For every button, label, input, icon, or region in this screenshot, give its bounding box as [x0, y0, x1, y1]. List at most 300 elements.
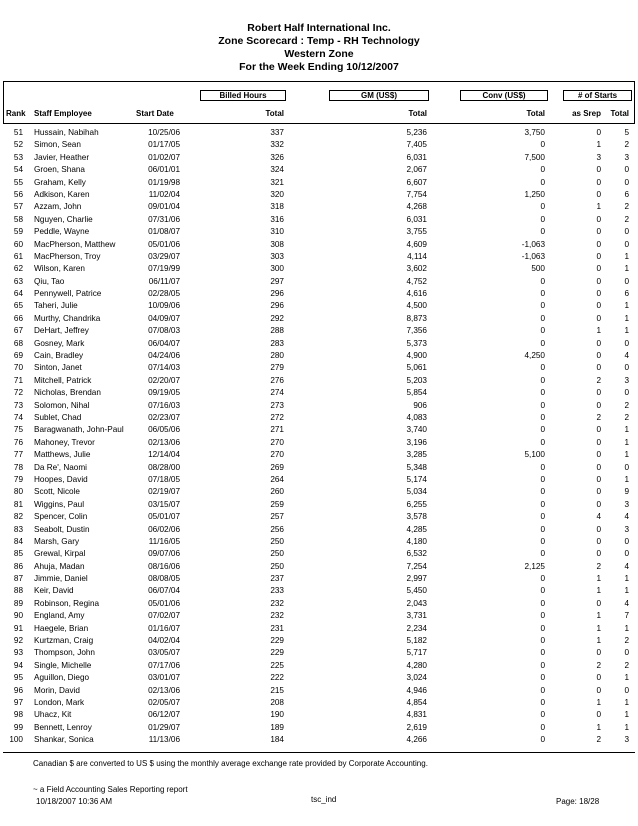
employee-name-cell: Gosney, Mark	[34, 338, 85, 348]
starts-total-cell: 0	[624, 177, 629, 187]
start-date-cell: 04/02/04	[148, 636, 180, 646]
rank-cell: 61	[13, 251, 23, 261]
start-date-cell: 02/19/07	[148, 487, 180, 497]
employee-name-cell: Murthy, Chandrika	[34, 313, 101, 323]
hours-total-column-header: Total	[265, 109, 284, 118]
conv-total-cell: 0	[540, 425, 545, 435]
starts-total-cell: 4	[624, 512, 629, 522]
gm-total-cell: 6,031	[406, 152, 427, 162]
starts-total-cell: 6	[624, 289, 629, 299]
table-row	[0, 561, 638, 573]
rank-cell: 84	[13, 536, 23, 546]
conv-total-cell: 0	[540, 487, 545, 497]
starts-total-cell: 0	[624, 685, 629, 695]
employee-name-cell: Azzam, John	[34, 202, 82, 212]
start-date-cell: 04/09/07	[148, 313, 180, 323]
employee-name-cell: Cain, Bradley	[34, 351, 84, 361]
starts-total-cell: 1	[624, 264, 629, 274]
rank-cell: 78	[13, 462, 23, 472]
table-row	[0, 263, 638, 275]
conv-total-cell: 0	[540, 338, 545, 348]
table-row	[0, 660, 638, 672]
employee-name-cell: Javier, Heather	[34, 152, 90, 162]
starts-as-srep-cell: 2	[596, 561, 601, 571]
table-row	[0, 424, 638, 436]
conv-total-cell: 0	[540, 375, 545, 385]
starts-as-srep-cell: 0	[596, 437, 601, 447]
staff-employee-column-header: Staff Employee	[34, 109, 92, 118]
rank-cell: 87	[13, 574, 23, 584]
employee-name-cell: Jimmie, Daniel	[34, 574, 88, 584]
starts-as-srep-cell: 0	[596, 499, 601, 509]
start-date-cell: 07/14/03	[148, 363, 180, 373]
conv-total-cell: 500	[531, 264, 545, 274]
table-row	[0, 536, 638, 548]
rank-cell: 98	[13, 710, 23, 720]
starts-as-srep-cell: 0	[596, 289, 601, 299]
conv-total-cell: 0	[540, 512, 545, 522]
zone-name: Western Zone	[284, 48, 354, 60]
gm-total-cell: 7,754	[406, 189, 427, 199]
starts-as-srep-cell: 1	[596, 574, 601, 584]
billed-hours-cell: 296	[270, 289, 284, 299]
billed-hours-cell: 269	[270, 462, 284, 472]
gm-total-cell: 5,348	[406, 462, 427, 472]
starts-as-srep-cell: 1	[596, 623, 601, 633]
start-date-cell: 01/17/05	[148, 140, 180, 150]
employee-name-cell: Mitchell, Patrick	[34, 375, 92, 385]
start-date-cell: 05/01/07	[148, 512, 180, 522]
table-row	[0, 387, 638, 399]
billed-hours-cell: 215	[270, 685, 284, 695]
conv-total-cell: 0	[540, 611, 545, 621]
starts-total-cell: 3	[624, 499, 629, 509]
table-row	[0, 548, 638, 560]
employee-name-cell: Thompson, John	[34, 648, 95, 658]
table-row	[0, 189, 638, 201]
start-date-cell: 08/16/06	[148, 561, 180, 571]
starts-as-srep-cell: 0	[596, 189, 601, 199]
rank-cell: 75	[13, 425, 23, 435]
rank-cell: 55	[13, 177, 23, 187]
conv-total-cell: 0	[540, 660, 545, 670]
starts-total-cell: 2	[624, 660, 629, 670]
billed-hours-cell: 288	[270, 326, 284, 336]
billed-hours-cell: 292	[270, 313, 284, 323]
start-date-cell: 06/12/07	[148, 710, 180, 720]
employee-name-cell: MacPherson, Matthew	[34, 239, 116, 249]
start-date-cell: 04/24/06	[148, 351, 180, 361]
gm-total-cell: 7,254	[406, 561, 427, 571]
start-date-cell: 10/09/06	[148, 301, 180, 311]
table-row	[0, 486, 638, 498]
gm-total-cell: 3,024	[406, 673, 427, 683]
starts-total-cell: 1	[624, 251, 629, 261]
employee-name-cell: Keir, David	[34, 586, 74, 596]
conv-total-cell: 1,250	[524, 189, 545, 199]
rank-cell: 76	[13, 437, 23, 447]
employee-name-cell: Ahuja, Madan	[34, 561, 85, 571]
start-date-cell: 01/19/98	[148, 177, 180, 187]
employee-name-cell: Matthews, Julie	[34, 450, 91, 460]
start-date-cell: 09/19/05	[148, 388, 180, 398]
gm-total-cell: 4,114	[407, 251, 427, 261]
rank-cell: 66	[13, 313, 23, 323]
starts-as-srep-cell: 0	[596, 128, 601, 137]
gm-total-cell: 3,196	[406, 437, 427, 447]
start-date-cell: 07/08/03	[148, 326, 180, 336]
starts-as-srep-cell: 0	[596, 264, 601, 274]
starts-total-cell: 1	[624, 474, 629, 484]
start-date-cell: 03/15/07	[148, 499, 180, 509]
starts-as-srep-cell: 1	[596, 326, 601, 336]
rank-column-header: Rank	[6, 109, 26, 118]
start-date-cell: 12/14/04	[148, 450, 180, 460]
table-row	[0, 610, 638, 622]
table-row	[0, 362, 638, 374]
conv-total-cell: 3,750	[524, 128, 545, 137]
rank-cell: 81	[13, 499, 23, 509]
billed-hours-cell: 326	[270, 152, 284, 162]
start-date-cell: 02/23/07	[148, 412, 180, 422]
table-row	[0, 623, 638, 635]
employee-name-cell: Groen, Shana	[34, 165, 85, 175]
employee-name-cell: Scott, Nicole	[34, 487, 80, 497]
starts-as-srep-cell: 0	[596, 388, 601, 398]
conv-total-cell: 0	[540, 549, 545, 559]
start-date-cell: 02/28/05	[148, 289, 180, 299]
billed-hours-cell: 271	[270, 425, 284, 435]
rank-cell: 91	[13, 623, 23, 633]
starts-as-srep-cell: 0	[596, 673, 601, 683]
billed-hours-cell: 280	[270, 351, 284, 361]
starts-as-srep-cell: 0	[596, 400, 601, 410]
gm-total-cell: 4,609	[406, 239, 427, 249]
start-date-cell: 06/05/06	[148, 425, 180, 435]
gm-total-cell: 2,067	[406, 165, 427, 175]
start-date-cell: 02/13/06	[148, 437, 180, 447]
conv-total-cell: 0	[540, 710, 545, 720]
table-row	[0, 288, 638, 300]
rank-cell: 74	[13, 412, 23, 422]
table-row	[0, 474, 638, 486]
employee-name-cell: Marsh, Gary	[34, 536, 80, 546]
gm-total-cell: 6,607	[406, 177, 427, 187]
start-date-cell: 01/29/07	[148, 722, 180, 732]
table-row	[0, 697, 638, 709]
starts-total-cell: 2	[624, 214, 629, 224]
billed-hours-cell: 222	[270, 673, 284, 683]
starts-total-cell: 1	[624, 313, 629, 323]
starts-as-srep-cell: 3	[596, 152, 601, 162]
page-number: Page: 18/28	[556, 797, 600, 806]
billed-hours-cell: 233	[270, 586, 284, 596]
gm-group-header: GM (US$)	[329, 90, 429, 101]
billed-hours-cell: 257	[270, 512, 284, 522]
rank-cell: 95	[13, 673, 23, 683]
rank-cell: 63	[13, 276, 23, 286]
scorecard-table-body	[0, 127, 638, 747]
conv-total-cell: 0	[540, 598, 545, 608]
start-date-cell: 10/25/06	[148, 128, 180, 137]
starts-as-srep-cell: 2	[596, 375, 601, 385]
starts-total-cell: 1	[624, 425, 629, 435]
table-row	[0, 325, 638, 337]
starts-total-cell: 3	[624, 375, 629, 385]
billed-hours-cell: 250	[270, 536, 284, 546]
report-source-legend: ~ a Field Accounting Sales Reporting report	[33, 785, 188, 794]
employee-name-cell: London, Mark	[34, 697, 85, 707]
starts-as-srep-cell: 0	[596, 351, 601, 361]
conv-total-cell: 0	[540, 214, 545, 224]
billed-hours-cell: 229	[270, 648, 284, 658]
conv-total-cell: -1,063	[521, 239, 545, 249]
billed-hours-cell: 273	[270, 400, 284, 410]
starts-total-cell: 1	[624, 623, 629, 633]
rank-cell: 79	[13, 474, 23, 484]
table-row	[0, 672, 638, 684]
rank-cell: 56	[13, 189, 23, 199]
currency-note: Canadian $ are converted to US $ using the monthly average exchange rate provided by Corporate Accounting.	[33, 759, 428, 768]
starts-as-srep-cell: 0	[596, 462, 601, 472]
starts-as-srep-cell: 0	[596, 450, 601, 460]
company-name: Robert Half International Inc.	[247, 22, 391, 34]
table-row	[0, 375, 638, 387]
rank-cell: 69	[13, 351, 23, 361]
conv-total-cell: 0	[540, 412, 545, 422]
starts-as-srep-cell: 0	[596, 177, 601, 187]
table-row	[0, 598, 638, 610]
gm-total-cell: 3,740	[406, 425, 427, 435]
rank-cell: 82	[13, 512, 23, 522]
employee-name-cell: Sublet, Chad	[34, 412, 82, 422]
gm-total-cell: 2,234	[406, 623, 427, 633]
conv-total-cell: 0	[540, 326, 545, 336]
rank-cell: 94	[13, 660, 23, 670]
starts-total-cell: 1	[624, 586, 629, 596]
starts-as-srep-cell: 0	[596, 524, 601, 534]
employee-name-cell: Nguyen, Charlie	[34, 214, 93, 224]
starts-total-cell: 9	[624, 487, 629, 497]
as-srep-column-header: as Srep	[572, 109, 601, 118]
rank-cell: 77	[13, 450, 23, 460]
start-date-cell: 02/13/06	[148, 685, 180, 695]
billed-hours-cell: 318	[270, 202, 284, 212]
gm-total-column-header: Total	[408, 109, 427, 118]
rank-cell: 96	[13, 685, 23, 695]
conv-total-cell: 0	[540, 437, 545, 447]
conv-total-cell: 2,125	[524, 561, 545, 571]
conv-total-cell: 0	[540, 636, 545, 646]
employee-name-cell: Hoopes, David	[34, 474, 88, 484]
billed-hours-cell: 232	[270, 611, 284, 621]
starts-as-srep-cell: 1	[596, 586, 601, 596]
start-date-cell: 01/02/07	[148, 152, 180, 162]
start-date-cell: 03/01/07	[148, 673, 180, 683]
start-date-cell: 01/08/07	[148, 227, 180, 237]
starts-total-cell: 3	[624, 735, 629, 745]
table-row	[0, 585, 638, 597]
rank-cell: 68	[13, 338, 23, 348]
table-row	[0, 635, 638, 647]
starts-total-cell: 5	[624, 128, 629, 137]
conv-total-cell: 0	[540, 735, 545, 745]
gm-total-cell: 4,752	[406, 276, 427, 286]
billed-hours-cell: 337	[270, 128, 284, 137]
starts-total-cell: 4	[624, 561, 629, 571]
rank-cell: 57	[13, 202, 23, 212]
rank-cell: 59	[13, 227, 23, 237]
conv-total-cell: -1,063	[521, 251, 545, 261]
conv-total-cell: 0	[540, 276, 545, 286]
starts-total-cell: 1	[624, 697, 629, 707]
employee-name-cell: Taheri, Julie	[34, 301, 78, 311]
gm-total-cell: 3,285	[406, 450, 427, 460]
employee-name-cell: Morin, David	[34, 685, 80, 695]
gm-total-cell: 5,061	[406, 363, 427, 373]
starts-as-srep-cell: 0	[596, 474, 601, 484]
starts-total-cell: 3	[624, 152, 629, 162]
billed-hours-cell: 225	[270, 660, 284, 670]
starts-total-cell: 0	[624, 165, 629, 175]
conv-total-column-header: Total	[526, 109, 545, 118]
employee-name-cell: England, Amy	[34, 611, 85, 621]
employee-name-cell: Sinton, Janet	[34, 363, 82, 373]
starts-total-cell: 1	[624, 301, 629, 311]
gm-total-cell: 8,873	[406, 313, 427, 323]
conv-total-cell: 0	[540, 648, 545, 658]
rank-cell: 83	[13, 524, 23, 534]
rank-cell: 73	[13, 400, 23, 410]
starts-total-cell: 0	[624, 462, 629, 472]
start-date-cell: 11/16/05	[148, 536, 180, 546]
start-date-cell: 11/13/06	[148, 735, 180, 745]
rank-cell: 97	[13, 697, 23, 707]
start-date-cell: 06/07/04	[148, 586, 180, 596]
conv-total-cell: 0	[540, 474, 545, 484]
conv-total-cell: 4,250	[524, 351, 545, 361]
billed-hours-cell: 303	[270, 251, 284, 261]
gm-total-cell: 6,031	[406, 214, 427, 224]
conv-total-cell: 0	[540, 697, 545, 707]
starts-as-srep-cell: 2	[596, 660, 601, 670]
conv-group-header: Conv (US$)	[460, 90, 548, 101]
table-row	[0, 573, 638, 585]
table-row	[0, 400, 638, 412]
start-date-cell: 07/16/03	[148, 400, 180, 410]
start-date-cell: 06/01/01	[148, 165, 180, 175]
report-title: Zone Scorecard : Temp - RH Technology	[218, 35, 420, 47]
starts-total-cell: 2	[624, 202, 629, 212]
rank-cell: 62	[13, 264, 23, 274]
billed-hours-cell: 250	[270, 549, 284, 559]
start-date-cell: 02/20/07	[148, 375, 180, 385]
gm-total-cell: 4,268	[406, 202, 427, 212]
start-date-cell: 05/01/06	[148, 239, 180, 249]
start-date-cell: 03/29/07	[148, 251, 180, 261]
gm-total-cell: 3,578	[406, 512, 427, 522]
starts-total-cell: 1	[624, 326, 629, 336]
starts-as-srep-cell: 0	[596, 710, 601, 720]
billed-hours-cell: 270	[270, 437, 284, 447]
gm-total-cell: 5,717	[406, 648, 427, 658]
employee-name-cell: Simon, Sean	[34, 140, 81, 150]
conv-total-cell: 0	[540, 140, 545, 150]
start-date-cell: 09/01/04	[148, 202, 180, 212]
billed-hours-cell: 321	[270, 177, 284, 187]
employee-name-cell: Seabolt, Dustin	[34, 524, 90, 534]
starts-as-srep-cell: 0	[596, 685, 601, 695]
billed-hours-cell: 324	[270, 165, 284, 175]
table-row	[0, 647, 638, 659]
table-row	[0, 449, 638, 461]
employee-name-cell: Single, Michelle	[34, 660, 92, 670]
starts-as-srep-cell: 2	[596, 735, 601, 745]
employee-name-cell: Hussain, Nabihah	[34, 128, 99, 137]
starts-total-cell: 0	[624, 239, 629, 249]
employee-name-cell: Uhacz, Kit	[34, 710, 72, 720]
starts-total-cell: 0	[624, 338, 629, 348]
table-row	[0, 251, 638, 263]
billed-hours-cell: 232	[270, 598, 284, 608]
rank-cell: 89	[13, 598, 23, 608]
employee-name-cell: Aguillon, Diego	[34, 673, 90, 683]
starts-total-cell: 4	[624, 598, 629, 608]
starts-total-cell: 0	[624, 227, 629, 237]
conv-total-cell: 0	[540, 462, 545, 472]
starts-total-cell: 2	[624, 412, 629, 422]
gm-total-cell: 2,043	[406, 598, 427, 608]
start-date-cell: 07/18/05	[148, 474, 180, 484]
starts-as-srep-cell: 0	[596, 549, 601, 559]
table-row	[0, 276, 638, 288]
gm-total-cell: 4,616	[406, 289, 427, 299]
conv-total-cell: 0	[540, 536, 545, 546]
billed-hours-cell: 283	[270, 338, 284, 348]
starts-as-srep-cell: 0	[596, 251, 601, 261]
starts-total-cell: 2	[624, 636, 629, 646]
conv-total-cell: 0	[540, 202, 545, 212]
start-date-cell: 07/17/06	[148, 660, 180, 670]
conv-total-cell: 0	[540, 400, 545, 410]
employee-name-cell: Adkison, Karen	[34, 189, 90, 199]
rank-cell: 70	[13, 363, 23, 373]
employee-name-cell: Mahoney, Trevor	[34, 437, 95, 447]
conv-total-cell: 5,100	[524, 450, 545, 460]
starts-as-srep-cell: 1	[596, 202, 601, 212]
billed-hours-cell: 208	[270, 697, 284, 707]
gm-total-cell: 6,532	[406, 549, 427, 559]
employee-name-cell: Wiggins, Paul	[34, 499, 85, 509]
starts-total-cell: 2	[624, 140, 629, 150]
rank-cell: 72	[13, 388, 23, 398]
starts-total-cell: 0	[624, 363, 629, 373]
table-row	[0, 412, 638, 424]
rank-cell: 64	[13, 289, 23, 299]
rank-cell: 52	[13, 140, 23, 150]
starts-as-srep-cell: 0	[596, 165, 601, 175]
table-row	[0, 350, 638, 362]
starts-as-srep-cell: 1	[596, 140, 601, 150]
conv-total-cell: 0	[540, 524, 545, 534]
table-row	[0, 722, 638, 734]
start-date-cell: 01/16/07	[148, 623, 180, 633]
employee-name-cell: Kurtzman, Craig	[34, 636, 94, 646]
billed-hours-cell: 229	[270, 636, 284, 646]
gm-total-cell: 5,203	[406, 375, 427, 385]
conv-total-cell: 0	[540, 499, 545, 509]
employee-name-cell: DeHart, Jeffrey	[34, 326, 89, 336]
